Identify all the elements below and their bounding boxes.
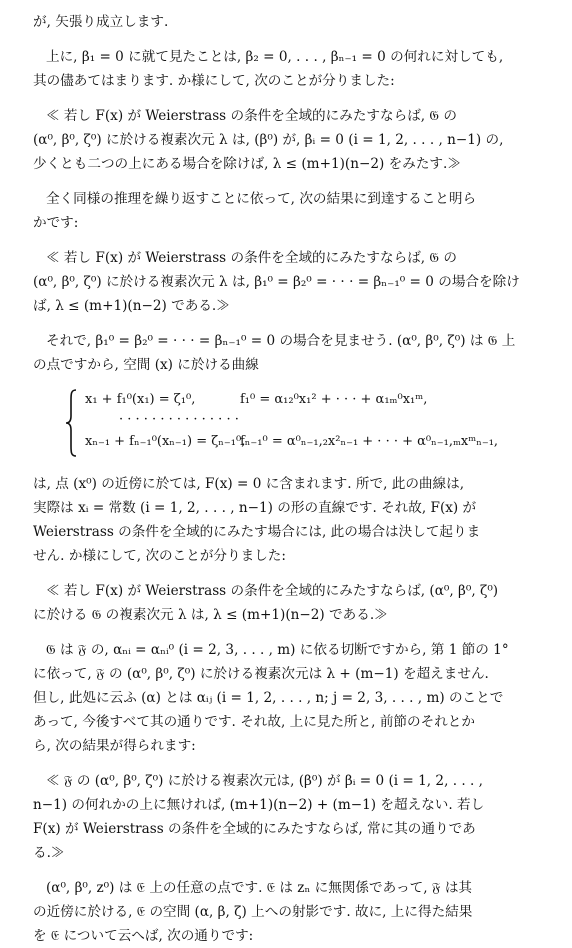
paragraph-p3 (33, 104, 546, 176)
text-line: (α⁰, β⁰, z⁰) は 𝔈 上の任意の点です. 𝔈 は zₙ に無関係であって, 𝔉 は其 (46, 880, 473, 896)
paragraph-p11 (33, 876, 546, 948)
equation-row1-left: x₁ + f₁⁰(x₁) = ζ₁⁰, (85, 392, 196, 407)
text-line: の近傍に於ける, 𝔈 の空間 (α, β, ζ) 上への射影です. 故に, 上に得た結果 (33, 904, 473, 920)
text-line: は, 点 (x⁰) の近傍に於ては, F(x) = 0 に含まれます. 所で, 此の曲線は, (33, 476, 465, 492)
paragraph-p8 (33, 579, 546, 627)
equation-row3-right: fₙ₋₁⁰ = α⁰ₙ₋₁,₂x²ₙ₋₁ + · · · + α⁰ₙ₋₁,ₘxᵐₙ₋₁, (240, 434, 499, 449)
text-line: を 𝔈 について云へば, 次の通りです: (33, 928, 254, 944)
paragraph-p1 (33, 10, 546, 34)
equation-row3-left: xₙ₋₁ + fₙ₋₁⁰(xₙ₋₁) = ζₙ₋₁⁰, (85, 434, 246, 449)
text-line: 但し, 此処に云ふ (α) とは αᵢⱼ (i = 1, 2, . . . , n; j = 2, 3, . . . , m) のことで (33, 690, 504, 706)
paragraph-p9 (33, 638, 546, 758)
text-line: ≪ 𝔉 の (α⁰, β⁰, ζ⁰) に於ける複素次元は, (β⁰) が βᵢ = 0 (i = 1, 2, . . . , (46, 773, 483, 789)
text-line: せん. か様にして, 次のことが分りました: (33, 548, 286, 564)
equation-system (33, 388, 546, 458)
text-line: ≪ 若し F(x) が Weierstrass の条件を全域的にみたすならば, 𝔊 の (46, 108, 458, 124)
text-line: n−1) の何れかの上に無ければ, (m+1)(n−2) + (m−1) を超えない. 若し (33, 797, 485, 813)
text-line: ば, λ ≤ (m+1)(n−2) である.≫ (33, 298, 230, 314)
text-line: る.≫ (33, 845, 65, 861)
text-line: に於ける 𝔊 の複素次元 λ は, λ ≤ (m+1)(n−2) である.≫ (33, 607, 388, 623)
text-line: 実際は xᵢ = 常数 (i = 1, 2, . . . , n−1) の形の直線です. それ故, F(x) が (33, 500, 477, 516)
text-block-top (33, 10, 546, 377)
text-block-bottom (33, 472, 546, 948)
paragraph-p4 (33, 187, 546, 235)
paragraph-p6 (33, 329, 546, 377)
text-line: ≪ 若し F(x) が Weierstrass の条件を全域的にみたすならば, (α⁰, β⁰, ζ⁰) (46, 583, 499, 599)
paragraph-p7 (33, 472, 546, 568)
left-brace (65, 388, 79, 458)
text-line: が, 矢張り成立します. (33, 14, 169, 30)
paragraph-p5 (33, 246, 546, 318)
equation-dots-row: · · · · · · · · · · · · · · · (119, 412, 239, 427)
text-line: 𝔊 は 𝔉 の, αₙᵢ = αₙᵢ⁰ (i = 2, 3, . . . , m) に依る切断ですから, 第 1 節の 1° (46, 642, 509, 658)
text-line: かです: (33, 215, 79, 231)
text-line: に依って, 𝔉 の (α⁰, β⁰, ζ⁰) に於ける複素次元は λ + (m−1) を超えません. (33, 666, 489, 682)
text-line: あって, 今後すべて其の通りです. それ故, 上に見た所と, 前節のそれとか (33, 714, 475, 730)
text-line: F(x) が Weierstrass の条件を全域的にみたすならば, 常に其の通りであ (33, 821, 476, 837)
text-line: 上に, β₁ = 0 に就て見たことは, β₂ = 0, . . . , βₙ₋₁ = 0 の何れに対しても, (46, 49, 504, 65)
equation-row1-right: f₁⁰ = α₁₂⁰x₁² + · · · + α₁ₘ⁰x₁ᵐ, (240, 392, 428, 407)
text-line: (α⁰, β⁰, ζ⁰) に於ける複素次元 λ は, β₁⁰ = β₂⁰ = · · · = βₙ₋₁⁰ = 0 の場合を除け (33, 274, 520, 290)
text-line: (α⁰, β⁰, ζ⁰) に於ける複素次元 λ は, (β⁰) が, βᵢ = 0 (i = 1, 2, . . . , n−1) の, (33, 132, 504, 148)
text-line: の点ですから, 空間 (x) に於ける曲線 (33, 357, 259, 373)
text-line: 全く同様の推理を繰り返すことに依って, 次の結果に到達すること明ら (46, 191, 477, 207)
text-line: ら, 次の結果が得られます: (33, 738, 196, 754)
paragraph-p10 (33, 769, 546, 865)
text-line: 少くとも二つの上にある場合を除けば, λ ≤ (m+1)(n−2) をみたす.≫ (33, 156, 461, 172)
paragraph-p2 (33, 45, 546, 93)
text-line: ≪ 若し F(x) が Weierstrass の条件を全域的にみたすならば, 𝔊 の (46, 250, 458, 266)
text-line: 其の儘あてはまります. か様にして, 次のことが分りました: (33, 73, 395, 89)
text-line: Weierstrass の条件を全域的にみたす場合には, 此の場合は決して起りま (33, 524, 481, 540)
text-line: それで, β₁⁰ = β₂⁰ = · · · = βₙ₋₁⁰ = 0 の場合を見ませう. (α⁰, β⁰, ζ⁰) は 𝔊 上 (46, 333, 516, 349)
